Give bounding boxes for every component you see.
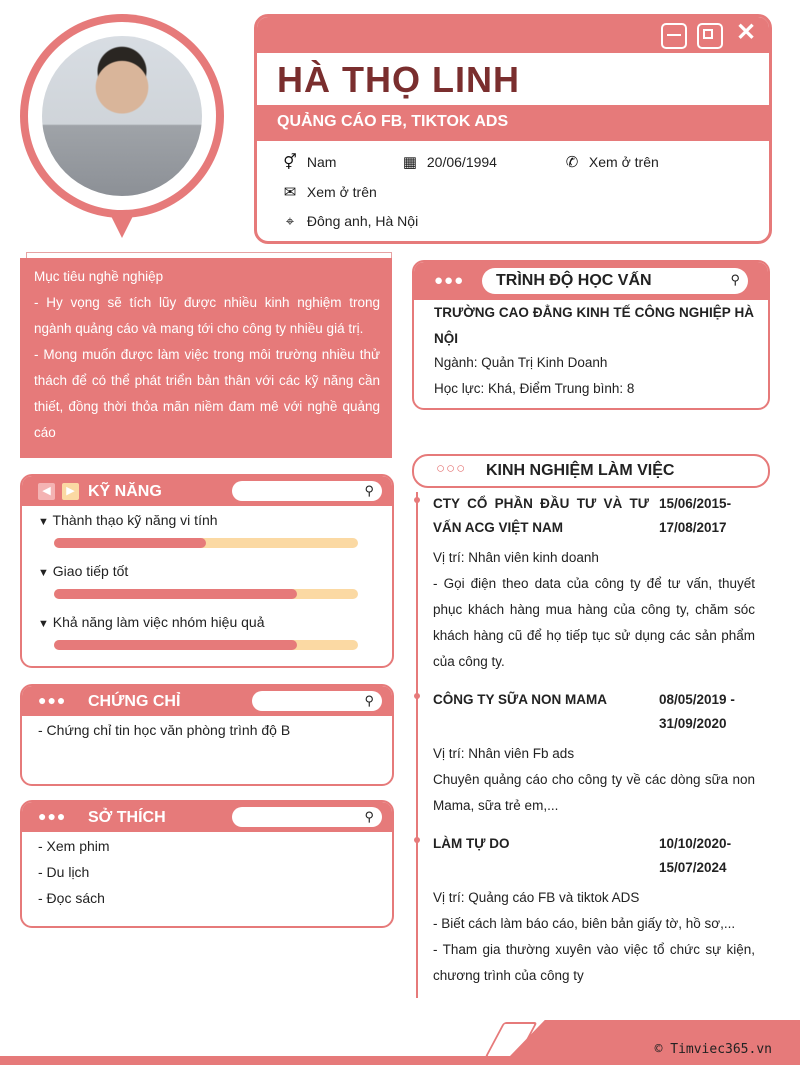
skill-bar-fill bbox=[54, 640, 297, 650]
avatar-pointer bbox=[110, 214, 134, 238]
footer-copyright: © Timviec365.vn bbox=[654, 1042, 772, 1057]
job-description: - Biết cách làm báo cáo, biên bản giấy tờ, hồ sơ,... bbox=[433, 916, 736, 931]
birthdate-field: ▦ 20/06/1994 bbox=[402, 154, 497, 171]
hobby-item: - Xem phim bbox=[38, 838, 110, 854]
search-icon: ⚲ bbox=[364, 483, 374, 498]
skill-bar-fill bbox=[54, 538, 206, 548]
skill-item: ▼ Khả năng làm việc nhóm hiệu quả bbox=[38, 614, 265, 630]
job-description: - Gọi điện theo data của công ty để tư vấn, thuyết phục khách hàng mua hàng của công ty, chăm sóc khách hàng cũ để họ tiếp tục sử dụng các sản phẩm của công ty. bbox=[433, 576, 755, 669]
skill-item: ▼ Thành thạo kỹ năng vi tính bbox=[38, 512, 218, 528]
timeline-dot bbox=[414, 693, 420, 699]
timeline-line bbox=[416, 492, 418, 998]
envelope-icon: ✉ bbox=[283, 184, 297, 201]
education-card bbox=[412, 260, 770, 410]
objective-heading: Mục tiêu nghề nghiệp bbox=[34, 269, 164, 284]
gender-field: ⚥ Nam bbox=[281, 153, 336, 171]
avatar-frame bbox=[20, 14, 224, 218]
position: Vị trí: Nhân viên kinh doanh bbox=[433, 550, 599, 565]
profile-header bbox=[254, 14, 772, 244]
timeline-dot bbox=[414, 497, 420, 503]
address-field: ⌖ Đông anh, Hà Nội bbox=[281, 213, 418, 230]
skill-bar-track bbox=[54, 538, 358, 548]
footer-line bbox=[0, 1056, 800, 1065]
job-description: Chuyên quảng cáo cho công ty về các dòng sữa non Mama, sữa trẻ em,... bbox=[433, 772, 755, 813]
arrow-right-icon[interactable]: ▶ bbox=[62, 483, 79, 500]
experience-title: KINH NGHIỆM LÀM VIỆC bbox=[486, 462, 675, 479]
skills-search[interactable] bbox=[232, 481, 382, 501]
hobbies-search[interactable] bbox=[232, 807, 382, 827]
dots-icon: ●●● bbox=[38, 692, 67, 708]
search-icon: ⚲ bbox=[364, 693, 374, 708]
search-icon: ⚲ bbox=[364, 809, 374, 824]
experience-header bbox=[412, 454, 770, 488]
company-name: LÀM TỰ DO bbox=[433, 836, 510, 851]
career-objective bbox=[20, 258, 392, 458]
job-details bbox=[433, 741, 755, 819]
gender-icon: ⚥ bbox=[283, 154, 297, 171]
education-title: TRÌNH ĐỘ HỌC VẤN bbox=[496, 272, 652, 289]
avatar bbox=[42, 36, 202, 196]
skill-bar-track bbox=[54, 589, 358, 599]
skill-bar-fill bbox=[54, 589, 297, 599]
objective-line: - Hy vọng sẽ tích lũy được nhiều kinh nghiệm trong ngành quảng cáo và mang tới cho công ty nhiều giá trị. bbox=[34, 295, 380, 336]
hobby-list bbox=[38, 833, 110, 911]
certificates-search[interactable] bbox=[252, 691, 382, 711]
timeline-dot bbox=[414, 837, 420, 843]
job-title: QUẢNG CÁO FB, TIKTOK ADS bbox=[277, 113, 509, 130]
date-range: 15/06/2015- 17/08/2017 bbox=[659, 496, 732, 535]
skill-bar-track bbox=[54, 640, 358, 650]
dots-icon: ●●● bbox=[434, 272, 465, 289]
job-details bbox=[433, 545, 755, 675]
grade: Học lực: Khá, Điểm Trung bình: 8 bbox=[434, 381, 635, 396]
calendar-icon: ▦ bbox=[402, 154, 418, 171]
objective-line: - Mong muốn được làm việc trong môi trường nhiều thử thách để có thể phát triển bản thân với các kỹ năng cần thiết, đồng thời thỏa mãn niềm đam mê với nghề quảng cáo bbox=[34, 347, 380, 440]
hobbies-title: SỞ THÍCH bbox=[88, 809, 166, 826]
caret-down-icon: ▼ bbox=[38, 618, 49, 630]
date-range: 08/05/2019 - 31/09/2020 bbox=[659, 692, 735, 731]
company-name: CTY CỔ PHẦN ĐẦU TƯ VÀ TƯ VẤN ACG VIỆT NAM bbox=[433, 496, 649, 535]
hobby-item: - Du lịch bbox=[38, 864, 90, 880]
hobby-item: - Đọc sách bbox=[38, 890, 105, 906]
dots-outline-icon: ○○○ bbox=[436, 460, 467, 477]
search-icon[interactable]: ⚲ bbox=[730, 272, 740, 287]
maximize-icon[interactable] bbox=[697, 23, 723, 49]
school-name: TRƯỜNG CAO ĐẲNG KINH TẾ CÔNG NGHIỆP HÀ NỘI bbox=[434, 305, 754, 346]
date-range: 10/10/2020- 15/07/2024 bbox=[659, 836, 732, 875]
candidate-name: HÀ THỌ LINH bbox=[277, 59, 520, 100]
skills-title: KỸ NĂNG bbox=[88, 483, 162, 500]
location-pin-icon: ⌖ bbox=[285, 213, 295, 230]
arrow-left-icon[interactable]: ◀ bbox=[38, 483, 55, 500]
job-description: - Tham gia thường xuyên vào việc tổ chức sự kiện, chương trình của công ty bbox=[433, 942, 755, 983]
caret-down-icon: ▼ bbox=[38, 516, 49, 528]
education-title-box bbox=[482, 268, 748, 294]
minimize-icon[interactable] bbox=[661, 23, 687, 49]
position: Vị trí: Nhân viên Fb ads bbox=[433, 746, 575, 761]
skill-item: ▼ Giao tiếp tốt bbox=[38, 563, 129, 579]
close-icon[interactable]: ✕ bbox=[735, 19, 757, 46]
position: Vị trí: Quảng cáo FB và tiktok ADS bbox=[433, 890, 640, 905]
caret-down-icon: ▼ bbox=[38, 567, 49, 579]
phone-icon: ✆ bbox=[565, 154, 579, 171]
email-field: ✉ Xem ở trên bbox=[281, 183, 377, 201]
major: Ngành: Quản Trị Kinh Doanh bbox=[434, 355, 608, 370]
job-details bbox=[433, 885, 755, 989]
hobbies-card bbox=[20, 800, 394, 928]
company-name: CÔNG TY SỮA NON MAMA bbox=[433, 692, 607, 707]
certificates-card bbox=[20, 684, 394, 786]
phone-field: ✆ Xem ở trên bbox=[563, 153, 659, 171]
certificates-title: CHỨNG CHỈ bbox=[88, 693, 181, 710]
skills-card bbox=[20, 474, 394, 668]
dots-icon: ●●● bbox=[38, 808, 67, 824]
certificate-item: - Chứng chỉ tin học văn phòng trình độ B bbox=[38, 722, 291, 738]
